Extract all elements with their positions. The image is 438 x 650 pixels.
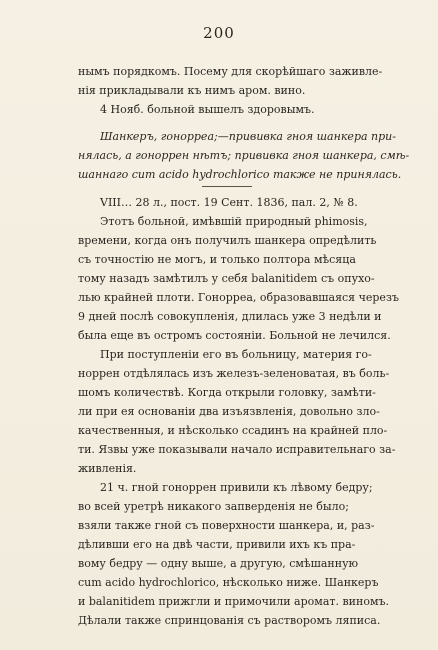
text-line: и balanitidem прижгли и примочили аромат. виномъ. xyxy=(78,595,390,608)
text-line: живленія. xyxy=(78,462,137,475)
text-line: cum acido hydrochlorico, нѣсколько ниже. Шанкеръ xyxy=(78,576,379,589)
text-line: ти. Язвы уже показывали начало исправительнаго за- xyxy=(78,443,396,456)
text-line: съ точностію не могъ, и только полтора мѣсяца xyxy=(78,253,356,266)
text-line: во всей уретрѣ никакого запверденія не было; xyxy=(78,500,349,513)
text-line: взяли также гной съ поверхности шанкера, и, раз- xyxy=(78,519,375,532)
text-line: ли при ея основаніи два изъязвленія, довольно зло- xyxy=(78,405,380,418)
section-divider xyxy=(202,186,252,187)
case-heading-line: шаннаго cum acido hydrochlorico также не принялась. xyxy=(78,168,402,181)
text-line: лью крайней плоти. Гонорреа, образовавшаяся черезъ xyxy=(78,291,399,304)
text-line: нымъ порядкомъ. Посему для скорѣйшаго заживле- xyxy=(78,65,383,78)
text-line: Этотъ больной, имѣвшій природный phimosis, xyxy=(100,215,368,228)
text-line: вому бедру — одну выше, а другую, смѣшанную xyxy=(78,557,359,570)
text-line: Дѣлали также спринцованія съ растворомъ ляписа. xyxy=(78,614,381,627)
page-number: 200 xyxy=(203,24,235,42)
case-heading-line: нялась, а гоноррен нѣтъ; прививка гноя шанкера, смѣ- xyxy=(78,149,410,162)
case-heading-line: Шанкеръ, гонорреа;—прививка гноя шанкера при- xyxy=(100,130,396,143)
text-line: 4 Нояб. больной вышелъ здоровымъ. xyxy=(100,103,315,116)
text-line: дѣливши его на двѣ части, привили ихъ къ пра- xyxy=(78,538,356,551)
text-line: качественныя, и нѣсколько ссадинъ на крайней пло- xyxy=(78,424,388,437)
text-line: 9 дней послѣ совокупленія, длилась уже 3 недѣли и xyxy=(78,310,382,323)
case-header-line: VIII… 28 л., пост. 19 Сент. 1836, пал. 2, № 8. xyxy=(100,196,358,209)
text-line: тому назадъ замѣтилъ у себя balanitidem съ опухо- xyxy=(78,272,375,285)
text-line: При поступленіи его въ больницу, материя го- xyxy=(100,348,372,361)
page-text xyxy=(78,62,410,630)
text-line: нія прикладывали къ нимъ аром. вино. xyxy=(78,84,306,97)
text-line: норрен отдѣлялась изъ железъ-зеленоватая, въ боль- xyxy=(78,367,390,380)
text-line: была еще въ остромъ состояніи. Больной не лечился. xyxy=(78,329,391,342)
text-line: шомъ количествѣ. Когда открыли головку, замѣти- xyxy=(78,386,376,399)
text-line: 21 ч. гной гоноррен привили къ лѣвому бедру; xyxy=(100,481,373,494)
text-line: времени, когда онъ получилъ шанкера опредѣлить xyxy=(78,234,377,247)
